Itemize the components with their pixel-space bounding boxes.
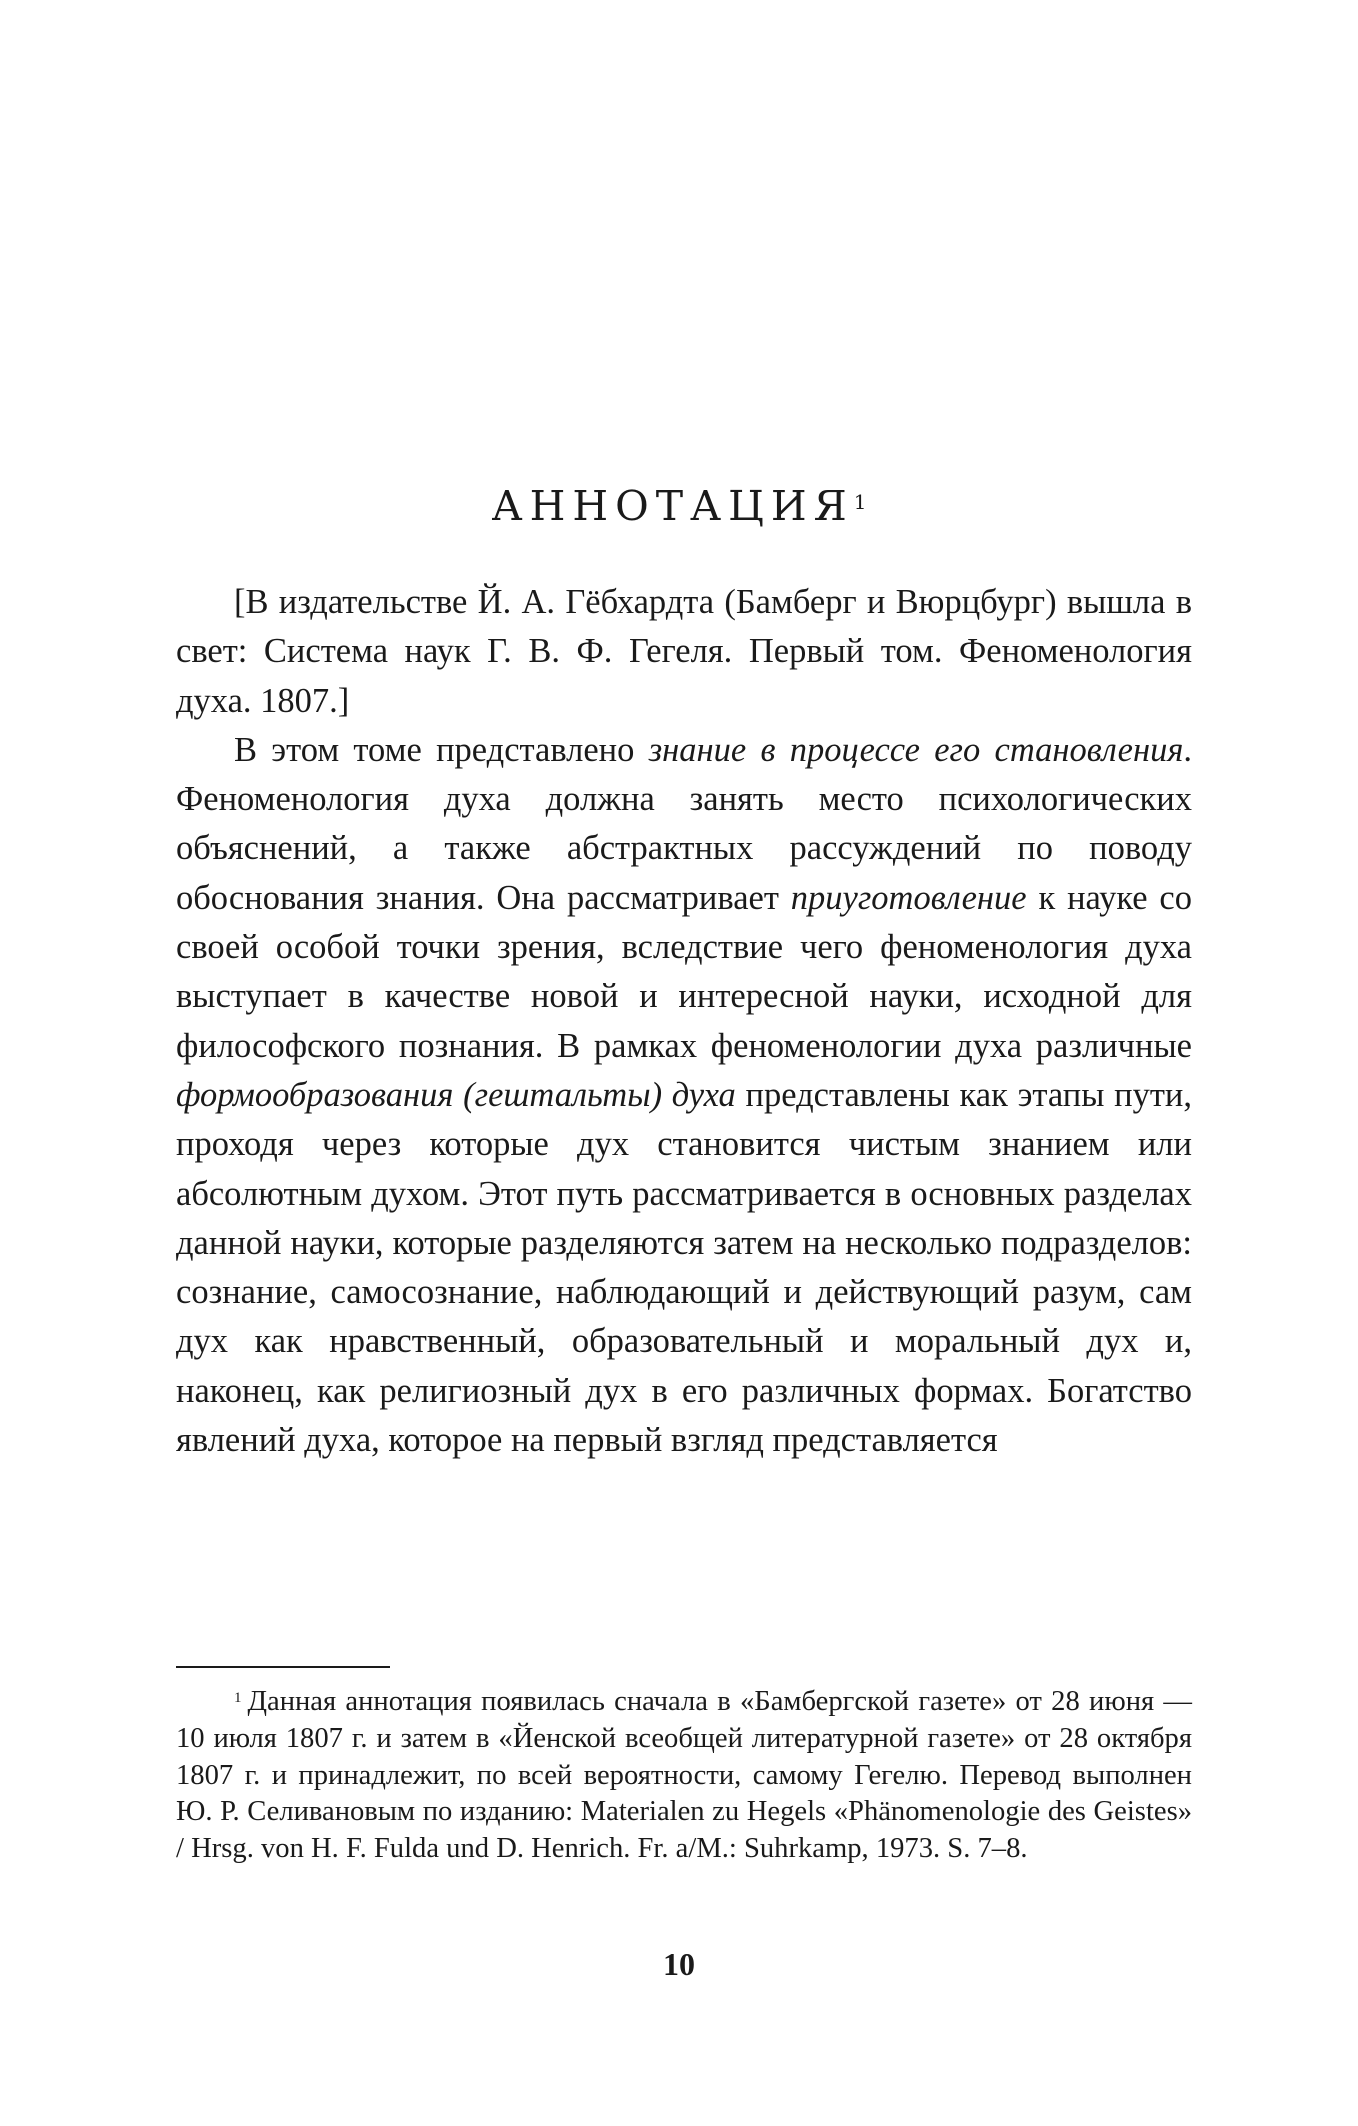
emphasis-run: формообразования (гештальты) духа bbox=[176, 1075, 736, 1114]
paragraph-annotation bbox=[176, 726, 1192, 1465]
footnote bbox=[176, 1684, 1192, 1868]
text-run: к науке со своей особой точки зрения, вследствие чего феноменология духа выступает в качестве новой и интересной науки, исходной для философского познания. В рамках феноменологии духа различные bbox=[176, 878, 1192, 1065]
text-run: . Феноменология духа должна занять место психологических объяснений, а также абстрактных рассуждений по поводу обоснования знания. Она рассматривает bbox=[176, 730, 1192, 917]
section-heading bbox=[0, 478, 1358, 534]
text-run: представлены как этапы пути, проходя через которые дух становится чистым знанием или абсолютным духом. Этот путь рассматривается в основных разделах данной науки, которые разделяются затем на несколько подразделов: сознание, самосознание, наблюдающий и действующий разум, сам дух как нравственный, образовательный и моральный дух и, наконец, как религиозный дух в его различных формах. Богатство явлений духа, которое на первый взгляд представляется bbox=[176, 1075, 1192, 1460]
page-number: 10 bbox=[663, 1946, 695, 1982]
footnote-marker: 1 bbox=[234, 1690, 242, 1706]
emphasis-run: приуготовление bbox=[790, 878, 1027, 917]
body-text bbox=[176, 578, 1192, 1465]
heading-footnote-ref: 1 bbox=[853, 490, 867, 514]
text-run: В этом томе представлено bbox=[234, 730, 649, 769]
paragraph-publication-note: [В издательстве Й. А. Гёбхардта (Бамберг и Вюрцбург) вышла в свет: Система наук Г. В. Ф. Гегеля. Первый том. Феноменология духа. 1807.] bbox=[176, 583, 1192, 720]
emphasis-run: знание в процессе его становления bbox=[648, 730, 1184, 769]
footnote-text: Данная аннотация появилась сначала в «Бамбергской газете» от 28 июня — 10 июля 1807 г. и затем в «Йенской всеобщей литературной газете» от 28 октября 1807 г. и принадлежит, по всей вероятности, самому Гегелю. Перевод выполнен Ю. Р. Селивановым по изданию: Materialen zu Hegels «Phänomenologie des Geistes» / Hrsg. von H. F. Fulda und D. Henrich. Fr. a/M.: Suhrkamp, 1973. S. 7–8. bbox=[176, 1686, 1192, 1865]
heading-title: АННОТАЦИЯ bbox=[491, 482, 854, 530]
footnote-paragraph bbox=[176, 1684, 1192, 1868]
footnote-divider bbox=[176, 1666, 390, 1668]
